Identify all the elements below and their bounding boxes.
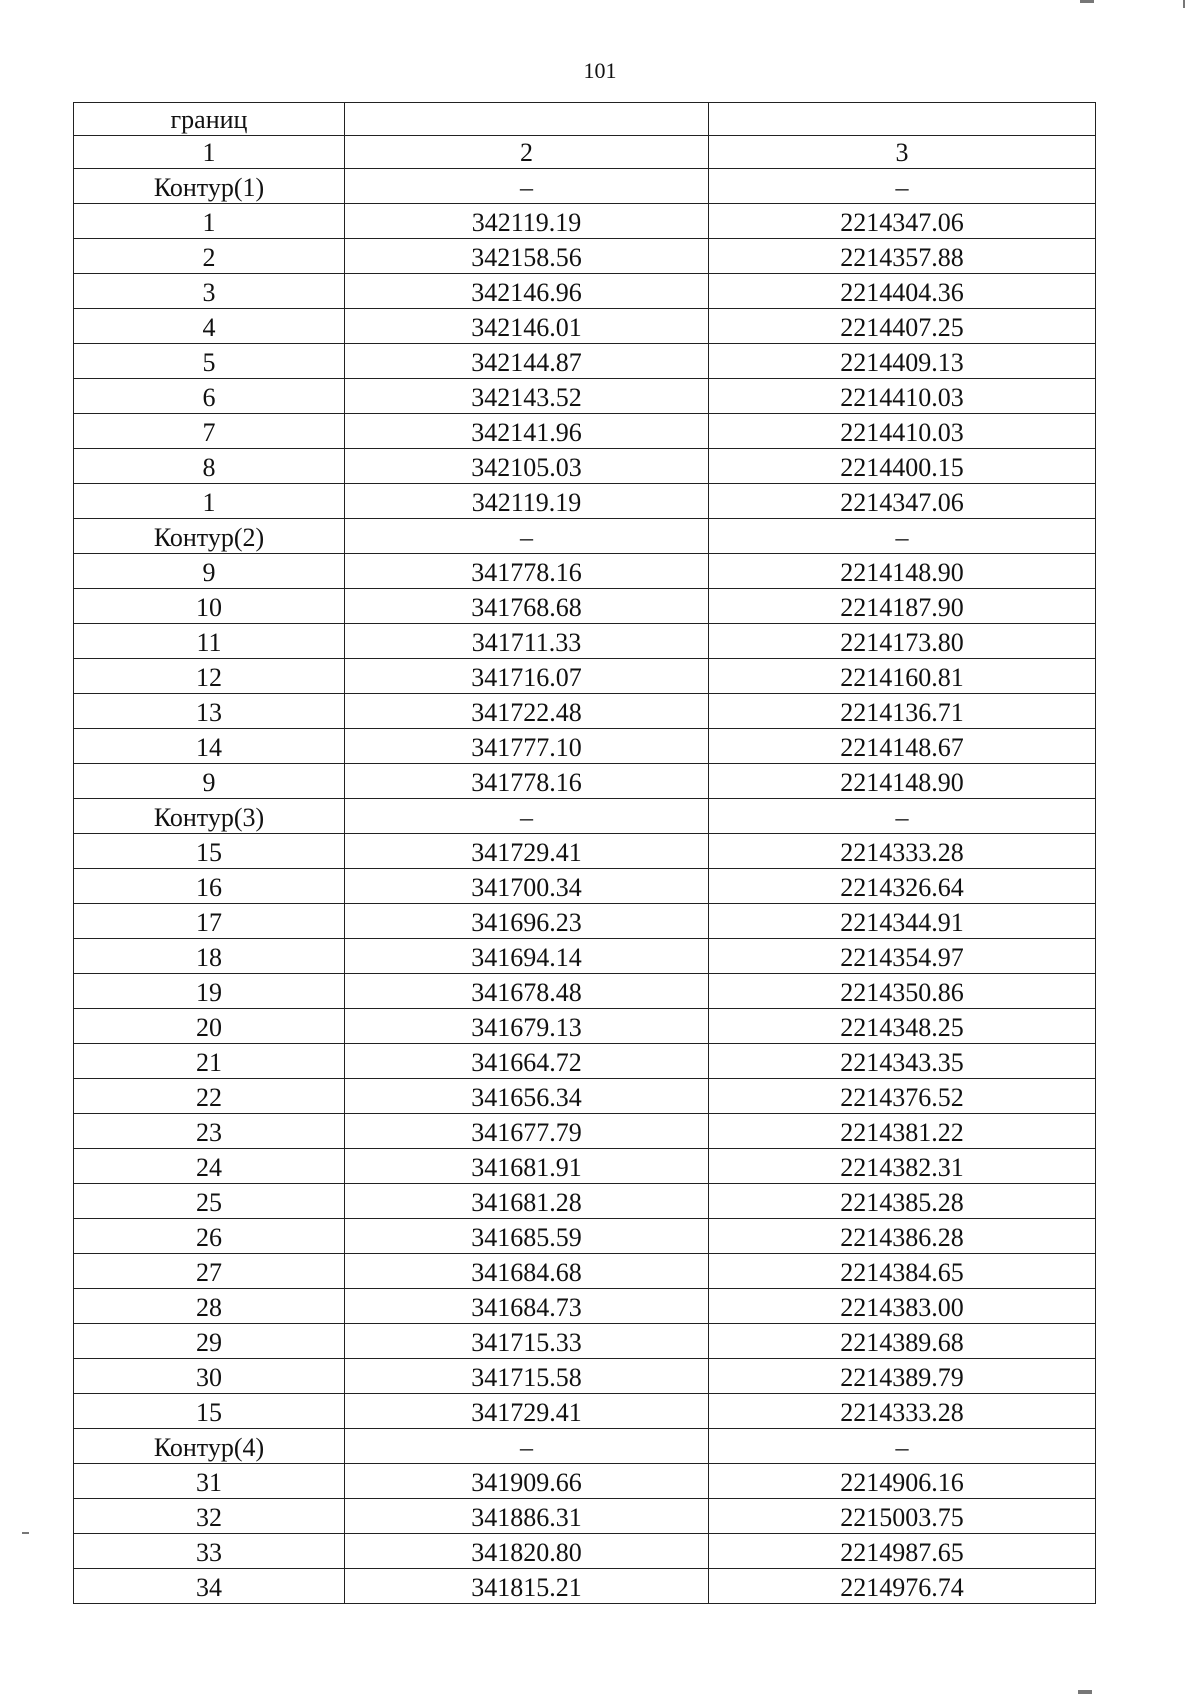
table-row xyxy=(74,1569,1096,1604)
x-coordinate-cell: 342119.19 xyxy=(345,204,709,239)
table-row xyxy=(74,1009,1096,1044)
y-coordinate-cell: 2214136.71 xyxy=(709,694,1096,729)
point-number-cell: 13 xyxy=(74,694,345,729)
table-row xyxy=(74,1359,1096,1394)
table-row xyxy=(74,274,1096,309)
point-number-cell: 4 xyxy=(74,309,345,344)
point-number-cell: 20 xyxy=(74,1009,345,1044)
page-number: 101 xyxy=(583,58,617,83)
point-number-cell: 21 xyxy=(74,1044,345,1079)
y-coordinate-cell: – xyxy=(709,169,1096,204)
table-row xyxy=(74,1044,1096,1079)
point-number-cell: 12 xyxy=(74,659,345,694)
x-coordinate-cell: 341729.41 xyxy=(345,1394,709,1429)
point-number-cell: 32 xyxy=(74,1499,345,1534)
x-coordinate-cell: 341664.72 xyxy=(345,1044,709,1079)
y-coordinate-cell: 2214386.28 xyxy=(709,1219,1096,1254)
table-row xyxy=(74,834,1096,869)
point-number-cell: 6 xyxy=(74,379,345,414)
table-row xyxy=(74,659,1096,694)
y-coordinate-cell: 2214389.79 xyxy=(709,1359,1096,1394)
header-cell-2 xyxy=(345,103,709,136)
y-coordinate-cell: – xyxy=(709,799,1096,834)
x-coordinate-cell: 341815.21 xyxy=(345,1569,709,1604)
table-row xyxy=(74,729,1096,764)
table-row xyxy=(74,204,1096,239)
table-row xyxy=(74,1394,1096,1429)
x-coordinate-cell: 341778.16 xyxy=(345,764,709,799)
table-row xyxy=(74,1149,1096,1184)
point-number-cell: 17 xyxy=(74,904,345,939)
table-row xyxy=(74,1184,1096,1219)
point-number-cell: 31 xyxy=(74,1464,345,1499)
point-number-cell: 26 xyxy=(74,1219,345,1254)
y-coordinate-cell: 2214344.91 xyxy=(709,904,1096,939)
point-number-cell: 34 xyxy=(74,1569,345,1604)
table-row xyxy=(74,1079,1096,1114)
scan-mark-top xyxy=(1080,0,1094,3)
table-row xyxy=(74,1219,1096,1254)
x-coordinate-cell: 341768.68 xyxy=(345,589,709,624)
table-row xyxy=(74,589,1096,624)
x-coordinate-cell: – xyxy=(345,1429,709,1464)
point-number-cell: 9 xyxy=(74,554,345,589)
x-coordinate-cell: 341685.59 xyxy=(345,1219,709,1254)
column-number-1: 1 xyxy=(74,136,345,169)
contour-label-cell: Контур(2) xyxy=(74,519,345,554)
table-row xyxy=(74,1499,1096,1534)
table-row xyxy=(74,1324,1096,1359)
coordinates-table xyxy=(73,102,1096,1604)
x-coordinate-cell: 341715.58 xyxy=(345,1359,709,1394)
table-row xyxy=(74,694,1096,729)
x-coordinate-cell: 341886.31 xyxy=(345,1499,709,1534)
y-coordinate-cell: 2214160.81 xyxy=(709,659,1096,694)
y-coordinate-cell: 2214384.65 xyxy=(709,1254,1096,1289)
x-coordinate-cell: 342146.01 xyxy=(345,309,709,344)
x-coordinate-cell: 341716.07 xyxy=(345,659,709,694)
y-coordinate-cell: 2214347.06 xyxy=(709,204,1096,239)
y-coordinate-cell: 2214407.25 xyxy=(709,309,1096,344)
contour-row xyxy=(74,1429,1096,1464)
x-coordinate-cell: 341694.14 xyxy=(345,939,709,974)
x-coordinate-cell: 341909.66 xyxy=(345,1464,709,1499)
point-number-cell: 33 xyxy=(74,1534,345,1569)
point-number-cell: 1 xyxy=(74,204,345,239)
point-number-cell: 3 xyxy=(74,274,345,309)
y-coordinate-cell: 2214987.65 xyxy=(709,1534,1096,1569)
y-coordinate-cell: 2214382.31 xyxy=(709,1149,1096,1184)
y-coordinate-cell: 2214404.36 xyxy=(709,274,1096,309)
y-coordinate-cell: 2215003.75 xyxy=(709,1499,1096,1534)
y-coordinate-cell: 2214148.67 xyxy=(709,729,1096,764)
x-coordinate-cell: 341681.91 xyxy=(345,1149,709,1184)
scan-mark-bottom xyxy=(1078,1690,1092,1694)
table-row xyxy=(74,1534,1096,1569)
x-coordinate-cell: 342119.19 xyxy=(345,484,709,519)
point-number-cell: 15 xyxy=(74,1394,345,1429)
x-coordinate-cell: 342158.56 xyxy=(345,239,709,274)
y-coordinate-cell: 2214326.64 xyxy=(709,869,1096,904)
x-coordinate-cell: 341778.16 xyxy=(345,554,709,589)
table-row xyxy=(74,484,1096,519)
point-number-cell: 16 xyxy=(74,869,345,904)
table-body xyxy=(74,103,1096,1604)
y-coordinate-cell: 2214400.15 xyxy=(709,449,1096,484)
x-coordinate-cell: – xyxy=(345,799,709,834)
x-coordinate-cell: 341777.10 xyxy=(345,729,709,764)
scan-mark-top-right xyxy=(1183,0,1185,8)
point-number-cell: 7 xyxy=(74,414,345,449)
point-number-cell: 10 xyxy=(74,589,345,624)
point-number-cell: 25 xyxy=(74,1184,345,1219)
point-number-cell: 30 xyxy=(74,1359,345,1394)
x-coordinate-cell: 341700.34 xyxy=(345,869,709,904)
x-coordinate-cell: 341729.41 xyxy=(345,834,709,869)
table-row xyxy=(74,1114,1096,1149)
y-coordinate-cell: – xyxy=(709,1429,1096,1464)
x-coordinate-cell: 341820.80 xyxy=(345,1534,709,1569)
y-coordinate-cell: – xyxy=(709,519,1096,554)
point-number-cell: 28 xyxy=(74,1289,345,1324)
y-coordinate-cell: 2214333.28 xyxy=(709,834,1096,869)
point-number-cell: 2 xyxy=(74,239,345,274)
table-row xyxy=(74,449,1096,484)
table-row xyxy=(74,939,1096,974)
point-number-cell: 18 xyxy=(74,939,345,974)
y-coordinate-cell: 2214148.90 xyxy=(709,764,1096,799)
table-row xyxy=(74,904,1096,939)
table-row xyxy=(74,1254,1096,1289)
y-coordinate-cell: 2214343.35 xyxy=(709,1044,1096,1079)
table-row xyxy=(74,1289,1096,1324)
x-coordinate-cell: 341715.33 xyxy=(345,1324,709,1359)
x-coordinate-cell: 341656.34 xyxy=(345,1079,709,1114)
x-coordinate-cell: – xyxy=(345,519,709,554)
y-coordinate-cell: 2214187.90 xyxy=(709,589,1096,624)
header-cell-1: границ xyxy=(74,103,345,136)
scan-mark-left xyxy=(22,1532,29,1534)
x-coordinate-cell: 341679.13 xyxy=(345,1009,709,1044)
x-coordinate-cell: 342143.52 xyxy=(345,379,709,414)
x-coordinate-cell: 341678.48 xyxy=(345,974,709,1009)
table-row xyxy=(74,764,1096,799)
y-coordinate-cell: 2214348.25 xyxy=(709,1009,1096,1044)
y-coordinate-cell: 2214389.68 xyxy=(709,1324,1096,1359)
x-coordinate-cell: 341684.68 xyxy=(345,1254,709,1289)
y-coordinate-cell: 2214906.16 xyxy=(709,1464,1096,1499)
table-row xyxy=(74,869,1096,904)
point-number-cell: 23 xyxy=(74,1114,345,1149)
x-coordinate-cell: 341696.23 xyxy=(345,904,709,939)
y-coordinate-cell: 2214381.22 xyxy=(709,1114,1096,1149)
point-number-cell: 24 xyxy=(74,1149,345,1184)
header-row xyxy=(74,103,1096,136)
point-number-cell: 29 xyxy=(74,1324,345,1359)
table-row xyxy=(74,379,1096,414)
x-coordinate-cell: 342105.03 xyxy=(345,449,709,484)
point-number-cell: 5 xyxy=(74,344,345,379)
table-row xyxy=(74,624,1096,659)
x-coordinate-cell: 341681.28 xyxy=(345,1184,709,1219)
point-number-cell: 14 xyxy=(74,729,345,764)
x-coordinate-cell: 341722.48 xyxy=(345,694,709,729)
table-row xyxy=(74,1464,1096,1499)
column-number-2: 2 xyxy=(345,136,709,169)
contour-label-cell: Контур(3) xyxy=(74,799,345,834)
y-coordinate-cell: 2214347.06 xyxy=(709,484,1096,519)
contour-row xyxy=(74,519,1096,554)
point-number-cell: 8 xyxy=(74,449,345,484)
header-cell-3 xyxy=(709,103,1096,136)
y-coordinate-cell: 2214410.03 xyxy=(709,414,1096,449)
y-coordinate-cell: 2214976.74 xyxy=(709,1569,1096,1604)
point-number-cell: 11 xyxy=(74,624,345,659)
x-coordinate-cell: 342144.87 xyxy=(345,344,709,379)
table-row xyxy=(74,974,1096,1009)
y-coordinate-cell: 2214333.28 xyxy=(709,1394,1096,1429)
x-coordinate-cell: 341684.73 xyxy=(345,1289,709,1324)
y-coordinate-cell: 2214385.28 xyxy=(709,1184,1096,1219)
y-coordinate-cell: 2214173.80 xyxy=(709,624,1096,659)
point-number-cell: 9 xyxy=(74,764,345,799)
y-coordinate-cell: 2214350.86 xyxy=(709,974,1096,1009)
point-number-cell: 1 xyxy=(74,484,345,519)
contour-label-cell: Контур(1) xyxy=(74,169,345,204)
point-number-cell: 27 xyxy=(74,1254,345,1289)
table-row xyxy=(74,309,1096,344)
x-coordinate-cell: 342141.96 xyxy=(345,414,709,449)
table-row xyxy=(74,414,1096,449)
y-coordinate-cell: 2214148.90 xyxy=(709,554,1096,589)
table-row xyxy=(74,344,1096,379)
y-coordinate-cell: 2214383.00 xyxy=(709,1289,1096,1324)
x-coordinate-cell: – xyxy=(345,169,709,204)
table-row xyxy=(74,239,1096,274)
column-number-row xyxy=(74,136,1096,169)
x-coordinate-cell: 342146.96 xyxy=(345,274,709,309)
point-number-cell: 15 xyxy=(74,834,345,869)
y-coordinate-cell: 2214376.52 xyxy=(709,1079,1096,1114)
y-coordinate-cell: 2214410.03 xyxy=(709,379,1096,414)
x-coordinate-cell: 341677.79 xyxy=(345,1114,709,1149)
point-number-cell: 22 xyxy=(74,1079,345,1114)
column-number-3: 3 xyxy=(709,136,1096,169)
contour-row xyxy=(74,799,1096,834)
contour-label-cell: Контур(4) xyxy=(74,1429,345,1464)
y-coordinate-cell: 2214357.88 xyxy=(709,239,1096,274)
table-row xyxy=(74,554,1096,589)
x-coordinate-cell: 341711.33 xyxy=(345,624,709,659)
y-coordinate-cell: 2214354.97 xyxy=(709,939,1096,974)
contour-row xyxy=(74,169,1096,204)
y-coordinate-cell: 2214409.13 xyxy=(709,344,1096,379)
point-number-cell: 19 xyxy=(74,974,345,1009)
